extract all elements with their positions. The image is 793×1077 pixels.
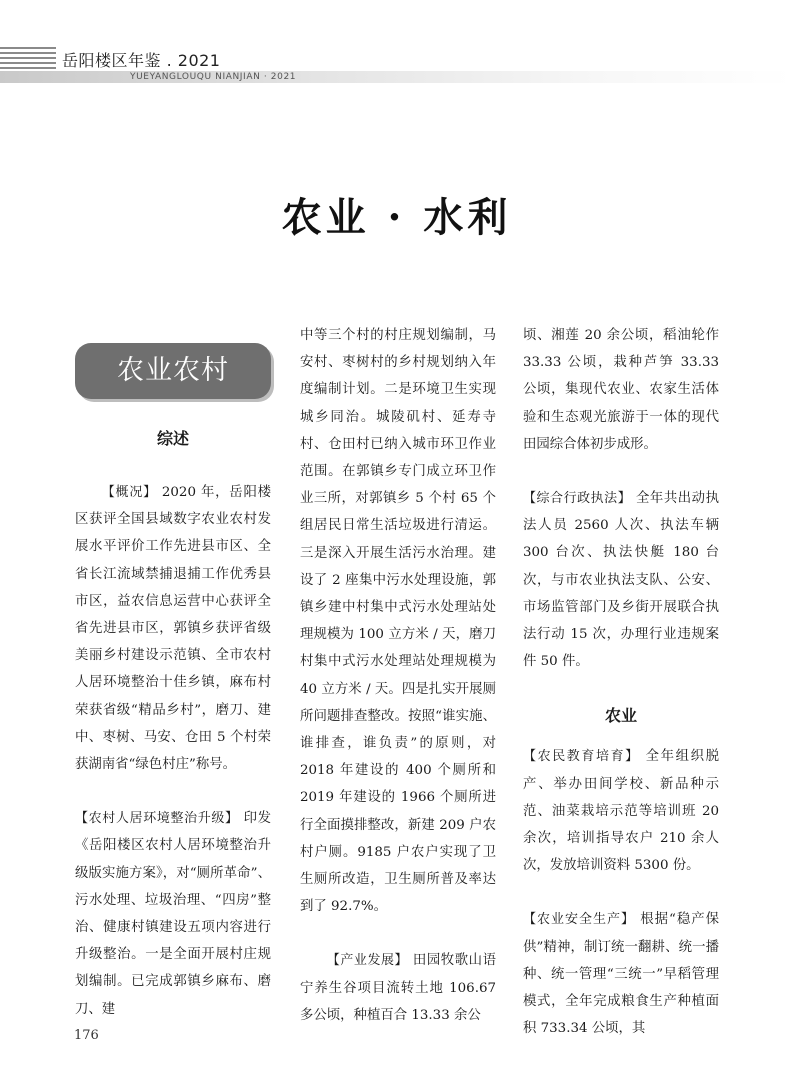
- paragraph-industry: [300, 947, 496, 1029]
- running-header-title: 岳阳楼区年鉴 . 2021: [62, 51, 221, 70]
- page-number: 176: [74, 1028, 99, 1043]
- paragraph-law-enforcement: [523, 485, 719, 675]
- subsection-heading-agriculture: 农业: [604, 706, 637, 726]
- text-column-1: [75, 425, 271, 1023]
- header-gradient-bar: [0, 71, 793, 83]
- paragraph-farmer-training: [523, 743, 719, 879]
- chapter-title: 农业 · 水利: [281, 194, 512, 241]
- paragraph-agri-safety: [523, 906, 719, 1042]
- text-column-3: [523, 322, 719, 1042]
- text-column-2: [300, 322, 496, 1029]
- entry-label: 【综合行政执法】: [523, 491, 632, 507]
- entry-label: 【农民教育培育】: [523, 749, 640, 765]
- section-title-box: 农业农村: [75, 343, 271, 399]
- subsection-heading-overview: 综述: [156, 429, 189, 448]
- entry-label: 【农业安全生产】: [523, 912, 635, 928]
- entry-text: 全年组织脱产、举办田间学校、新品种示范、油菜栽培示范等培训班 20 余次，培训指导农户 210 余人次，发放培训资料 5300 份。: [523, 749, 719, 874]
- entry-text: 田园牧歌山语宁养生谷项目流转土地 106.67 多公顷，种植百合 13.33 余公: [300, 953, 496, 1023]
- paragraph-continued: 中等三个村的村庄规划编制，马安村、枣树村的乡村规划纳入年度编制计划。二是环境卫生实现城乡同治。城陵矶村、延寿寺村、仓田村已纳入城市环卫作业范围。在郭镇乡专门成立环卫作业三所，对郭镇乡 5 个村 65 个组居民日常生活垃圾进行清运。三是深入开展生活污水治理。建设了 2 座集中污水处理设施，郭镇乡建中村集中式污水处理站处理规模为 100 立方米 / 天，磨刀村集中式污水处理站处理规模为 40 立方米 / 天。四是扎实开展厕所问题排查整改。按照“谁实施、谁排查，谁负责”的原则，对 2018 年建设的 400 个厕所和 2019 年建设的 1966 个厕所进行全面摸排整改，新建 209 户农村户厕。9185 户农户实现了卫生厕所改造，卫生厕所普及率达到了 92.7%。: [300, 328, 496, 915]
- entry-label: 【产业发展】: [326, 953, 409, 969]
- paragraph-overview: [75, 479, 271, 778]
- paragraph-continued: 顷、湘莲 20 余公顷，稻油轮作 33.33 公顷，栽种芦笋 33.33 公顷，集现代农业、农家生活体验和生态观光旅游于一体的现代田园综合体初步成形。: [523, 328, 719, 452]
- entry-label: 【概况】: [101, 485, 157, 500]
- entry-text: 全年共出动执法人员 2560 人次、执法车辆 300 台次、执法快艇 180 台次，与市农业执法支队、公安、市场监管部门及乡街开展联合执法行动 15 次，办理行业违规案件 50 件。: [523, 491, 719, 670]
- paragraph-rural-environment: [75, 805, 271, 1023]
- entry-text: 根据“稳产保供”精神，制订统一翻耕、统一播种、统一管理“三统一”早稻管理模式，全年完成粮食生产种植面积 733.34 公顷，其: [523, 912, 719, 1037]
- entry-label: 【农村人居环境整治升级】: [75, 811, 239, 827]
- running-header-subtitle: YUEYANGLOUQU NIANJIAN · 2021: [130, 72, 297, 82]
- entry-text: 2020 年，岳阳楼区获评全国县域数字农业农村发展水平评价工作先进县市区、全省长江流域禁捕退捕工作优秀县市区，益农信息运营中心获评全省先进县市区，郭镇乡获评省级美丽乡村建设示范镇、全市农村人居环境整治十佳乡镇，麻布村荣获省级“精品乡村”，磨刀、建中、枣树、马安、仓田 5 个村荣获湖南省“绿色村庄”称号。: [75, 485, 271, 773]
- entry-text: 印发《岳阳楼区农村人居环境整治升级版实施方案》，对“厕所革命”、污水处理、垃圾治理、“四房”整治、健康村镇建设五项内容进行升级整治。一是全面开展村庄规划编制。已完成郭镇乡麻布、磨刀、建: [75, 811, 271, 1017]
